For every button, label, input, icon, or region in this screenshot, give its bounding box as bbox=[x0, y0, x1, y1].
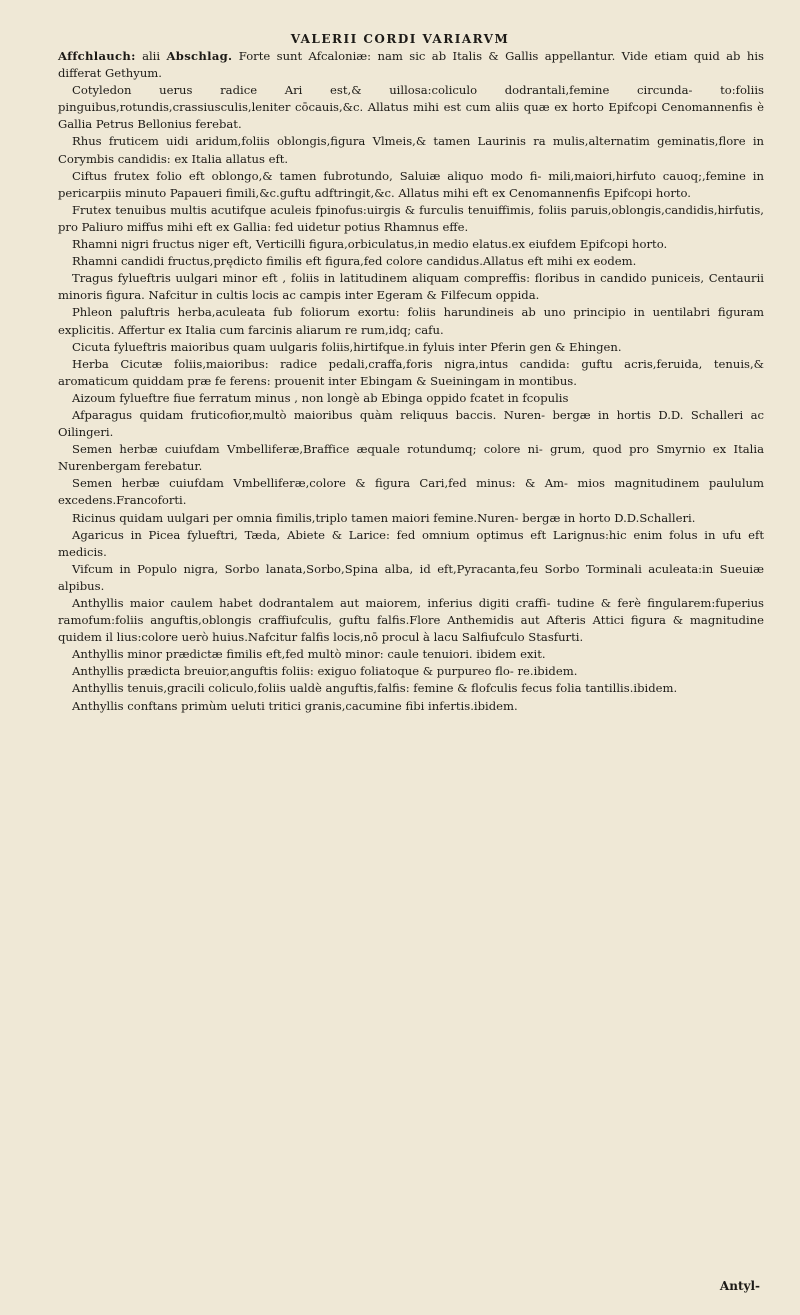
paragraph: Phleon paluftris herba,aculeata fub foliorum exortu: foliis harundineis ab uno principio in uentilabri figuram explicitis. Affertur ex Italia cum farcinis aliarum re rum,idq; cafu. bbox=[58, 305, 764, 337]
paragraph: Ricinus quidam uulgari per omnia fimilis,triplo tamen maiori femine.Nuren- bergæ in horto D.D.Schalleri. bbox=[72, 510, 696, 525]
first-paragraph-mid: alii bbox=[135, 49, 167, 63]
paragraph: Anthyllis maior caulem habet dodrantalem aut maiorem, inferius digiti craffi- tudine & ferè fingularem:fuperius ramofum:foliis anguftis,oblongis craffiufculis, guftu falfis.Flore Anthemidis aut Afteris Attici figura & magnitudine quidem il lius:colore uerò huius.Nafcitur falfis locis,nō procul à lacu Salfiufculo Stasfurti. bbox=[58, 596, 764, 645]
blackletter-term-a: Affchlauch: bbox=[58, 49, 136, 63]
paragraph: Anthyllis tenuis,gracili coliculo,foliis ualdè anguftis,falfis: femine & flofculis fecus folia tantillis.ibidem. bbox=[72, 681, 678, 696]
first-paragraph bbox=[58, 48, 764, 82]
paragraph: Rhamni candidi fructus,prędicto fimilis eft figura,fed colore candidus.Allatus eft mihi ex eodem. bbox=[72, 254, 637, 269]
paragraph: Ciftus frutex folio eft oblongo,& tamen fubrotundo, Saluiæ aliquo modo fi- mili,maiori,hirfuto cauoq;,femine in pericarpiis minuto Papaueri fimili,&c.guftu adftringit,&c. Allatus mihi eft ex Cenomannenfis Epifcopi horto. bbox=[58, 168, 764, 200]
catchword: Antyl- bbox=[719, 1279, 760, 1293]
paragraph: Rhus fruticem uidi aridum,foliis oblongis,figura Vlmeis,& tamen Laurinis ra mulis,alternatim geminatis,flore in Corymbis candidis: ex Italia allatus eft. bbox=[58, 134, 764, 166]
paragraph: Afparagus quidam fruticofior,multò maioribus quàm reliquus baccis. Nuren- bergæ in hortis D.D. Schalleri ac Oilingeri. bbox=[58, 407, 764, 440]
paragraph: Semen herbæ cuiufdam Vmbelliferæ,Braffice æquale rotundumq; colore ni- grum, quod pro Smyrnio ex Italia Nurenbergam ferebatur. bbox=[58, 442, 764, 474]
paragraph: Cotyledon uerus radice Ari est,& uillosa:coliculo dodrantali,femine circunda- to:foliis pinguibus,rotundis,crassiusculis,leniter cōcauis,&c. Allatus mihi est cum aliis quæ ex horto Epifcopi Cenomannenfis è Gallia Petrus Bellonius ferebat. bbox=[58, 83, 764, 132]
paragraph: Frutex tenuibus multis acutifque aculeis fpinofus:uirgis & furculis tenuiffimis, foliis paruis,oblongis,candidis,hirfutis, pro Paliuro miffus mihi eft ex Gallia: fed uidetur potius Rhamnus effe. bbox=[58, 202, 764, 234]
paragraph: Anthyllis prædicta breuior,anguftis foliis: exiguo foliatoque & purpureo flo- re.ibidem. bbox=[72, 664, 578, 679]
first-paragraph-rest: Forte sunt Afcaloniæ: nam sic ab Italis & Gallis appellantur. Vide etiam quid ab his differat Gethyum. bbox=[58, 49, 764, 81]
paragraph: Aizoum fylueftre fiue ferratum minus , non longè ab Ebinga oppido fcatet in fcopulis bbox=[72, 390, 569, 405]
paragraph: Anthyllis conftans primùm ueluti tritici granis,cacumine fibi infertis.ibidem. bbox=[72, 698, 518, 713]
paragraph: Anthyllis minor prædictæ fimilis eft,fed multò minor: caule tenuiori. ibidem exit. bbox=[72, 647, 546, 662]
running-header: VALERII CORDI VARIARVM bbox=[290, 32, 510, 46]
paragraph: Agaricus in Picea fylueftri, Tæda, Abiete & Larice: fed omnium optimus eft Larignus:hic enim folus in ufu eft medicis. bbox=[58, 527, 764, 559]
paragraph: Rhamni nigri fructus niger eft, Verticilli figura,orbiculatus,in medio elatus.ex eiufdem Epifcopi horto. bbox=[72, 237, 668, 252]
paragraph: Herba Cicutæ foliis,maioribus: radice pedali,craffa,foris nigra,intus candida: guftu acris,feruida, tenuis,& aromaticum quiddam præ fe ferens: prouenit inter Ebingam & Sueiningam in montibus. bbox=[58, 356, 764, 388]
blackletter-term-b: Abschlag. bbox=[166, 49, 233, 63]
paragraph: Tragus fylueftris uulgari minor eft , foliis in latitudinem aliquam compreffis: floribus in candido puniceis, Centaurii minoris figura. Nafcitur in cultis locis ac campis inter Egeram & Filfecum oppida. bbox=[58, 271, 764, 303]
page-body bbox=[58, 48, 764, 715]
paragraph: Vifcum in Populo nigra, Sorbo lanata,Sorbo,Spina alba, id eft,Pyracanta,feu Sorbo Torminali aculeata:in Sueuiæ alpibus. bbox=[58, 561, 764, 593]
paragraph: Semen herbæ cuiufdam Vmbelliferæ,colore & figura Cari,fed minus: & Am- mios magnitudinem paululum excedens.Francoforti. bbox=[58, 476, 764, 508]
paragraph: Cicuta fylueftris maioribus quam uulgaris foliis,hirtifque.in fyluis inter Pferin gen & Ehingen. bbox=[72, 339, 622, 354]
